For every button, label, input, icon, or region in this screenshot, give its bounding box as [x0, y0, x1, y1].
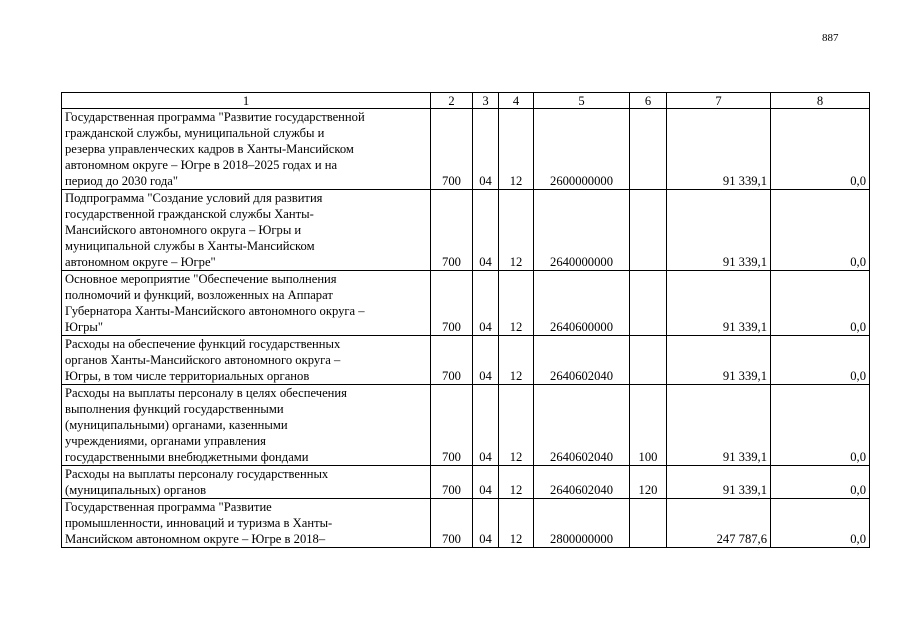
chapter-code: 12 [499, 190, 534, 271]
row-name-line: резерва управленческих кадров в Ханты-Мансийском [65, 142, 354, 156]
section-code: 700 [431, 499, 473, 548]
expense-type-code: 100 [630, 385, 667, 466]
row-name-cell [62, 466, 431, 499]
column-header-7: 7 [667, 93, 771, 109]
row-name-line: промышленности, инноваций и туризма в Ханты- [65, 516, 333, 530]
chapter-code: 12 [499, 271, 534, 336]
row-name-line: Губернатора Ханты-Мансийского автономного округа – [65, 304, 365, 318]
column-header-4: 4 [499, 93, 534, 109]
row-name-line: выполнения функций государственными [65, 402, 284, 416]
amount-value: 247 787,6 [667, 499, 771, 548]
row-name-cell [62, 499, 431, 548]
row-name-cell [62, 190, 431, 271]
expense-type-code [630, 499, 667, 548]
row-name-line: органов Ханты-Мансийского автономного округа – [65, 353, 341, 367]
row-name-line: автономном округе – Югре в 2018–2025 годах и на [65, 158, 338, 172]
amount-value: 91 339,1 [667, 190, 771, 271]
row-name-line: Югры" [65, 320, 104, 334]
row-name-line: гражданской службы, муниципальной службы и [65, 126, 325, 140]
subsection-code: 04 [473, 109, 499, 190]
expense-type-code [630, 336, 667, 385]
subsection-code: 04 [473, 336, 499, 385]
subsection-code: 04 [473, 271, 499, 336]
row-name-line: Основное мероприятие "Обеспечение выполнения [65, 272, 337, 286]
row-name-line: Мансийского автономного округа – Югры и [65, 223, 302, 237]
amount-secondary-value: 0,0 [771, 190, 870, 271]
target-article-code: 2800000000 [534, 499, 630, 548]
row-name-line: Государственная программа "Развитие [65, 500, 272, 514]
chapter-code: 12 [499, 336, 534, 385]
expense-type-code [630, 109, 667, 190]
section-code: 700 [431, 466, 473, 499]
amount-secondary-value: 0,0 [771, 499, 870, 548]
table-row [62, 271, 870, 336]
column-header-8: 8 [771, 93, 870, 109]
subsection-code: 04 [473, 499, 499, 548]
row-name-line: Югры, в том числе территориальных органов [65, 369, 310, 383]
header-row [62, 93, 870, 109]
chapter-code: 12 [499, 466, 534, 499]
subsection-code: 04 [473, 190, 499, 271]
row-name-line: муниципальной службы в Ханты-Мансийском [65, 239, 315, 253]
table-row [62, 499, 870, 548]
amount-secondary-value: 0,0 [771, 385, 870, 466]
table-row [62, 385, 870, 466]
row-name-line: учреждениями, органами управления [65, 434, 266, 448]
row-name-line: Мансийском автономном округе – Югре в 2018– [65, 532, 326, 546]
table-row [62, 466, 870, 499]
budget-table [61, 92, 870, 548]
amount-value: 91 339,1 [667, 466, 771, 499]
target-article-code: 2640600000 [534, 271, 630, 336]
expense-type-code [630, 190, 667, 271]
row-name-line: Расходы на выплаты персоналу государственных [65, 467, 329, 481]
row-name-line: период до 2030 года" [65, 174, 178, 188]
chapter-code: 12 [499, 109, 534, 190]
amount-value: 91 339,1 [667, 385, 771, 466]
target-article-code: 2600000000 [534, 109, 630, 190]
row-name-line: государственными внебюджетными фондами [65, 450, 309, 464]
row-name-cell [62, 385, 431, 466]
row-name-line: автономном округе – Югре" [65, 255, 216, 269]
amount-secondary-value: 0,0 [771, 466, 870, 499]
row-name-cell [62, 109, 431, 190]
chapter-code: 12 [499, 499, 534, 548]
target-article-code: 2640000000 [534, 190, 630, 271]
column-header-1: 1 [62, 93, 431, 109]
row-name-cell [62, 271, 431, 336]
column-header-2: 2 [431, 93, 473, 109]
row-name-line: Государственная программа "Развитие государственной [65, 110, 365, 124]
amount-secondary-value: 0,0 [771, 336, 870, 385]
subsection-code: 04 [473, 385, 499, 466]
amount-value: 91 339,1 [667, 336, 771, 385]
expense-type-code [630, 271, 667, 336]
row-name-line: Расходы на выплаты персоналу в целях обеспечения [65, 386, 347, 400]
amount-secondary-value: 0,0 [771, 271, 870, 336]
chapter-code: 12 [499, 385, 534, 466]
row-name-line: Расходы на обеспечение функций государственных [65, 337, 341, 351]
expense-type-code: 120 [630, 466, 667, 499]
table-row [62, 190, 870, 271]
amount-secondary-value: 0,0 [771, 109, 870, 190]
amount-value: 91 339,1 [667, 271, 771, 336]
amount-value: 91 339,1 [667, 109, 771, 190]
target-article-code: 2640602040 [534, 466, 630, 499]
section-code: 700 [431, 109, 473, 190]
section-code: 700 [431, 385, 473, 466]
target-article-code: 2640602040 [534, 385, 630, 466]
target-article-code: 2640602040 [534, 336, 630, 385]
subsection-code: 04 [473, 466, 499, 499]
row-name-line: (муниципальных) органов [65, 483, 207, 497]
section-code: 700 [431, 190, 473, 271]
column-header-5: 5 [534, 93, 630, 109]
page-number: 887 [822, 32, 839, 44]
row-name-line: государственной гражданской службы Ханты- [65, 207, 314, 221]
table-row [62, 336, 870, 385]
row-name-line: Подпрограмма "Создание условий для развития [65, 191, 323, 205]
row-name-line: полномочий и функций, возложенных на Аппарат [65, 288, 333, 302]
table-row [62, 109, 870, 190]
column-header-6: 6 [630, 93, 667, 109]
section-code: 700 [431, 271, 473, 336]
section-code: 700 [431, 336, 473, 385]
column-header-3: 3 [473, 93, 499, 109]
row-name-line: (муниципальными) органами, казенными [65, 418, 288, 432]
row-name-cell [62, 336, 431, 385]
